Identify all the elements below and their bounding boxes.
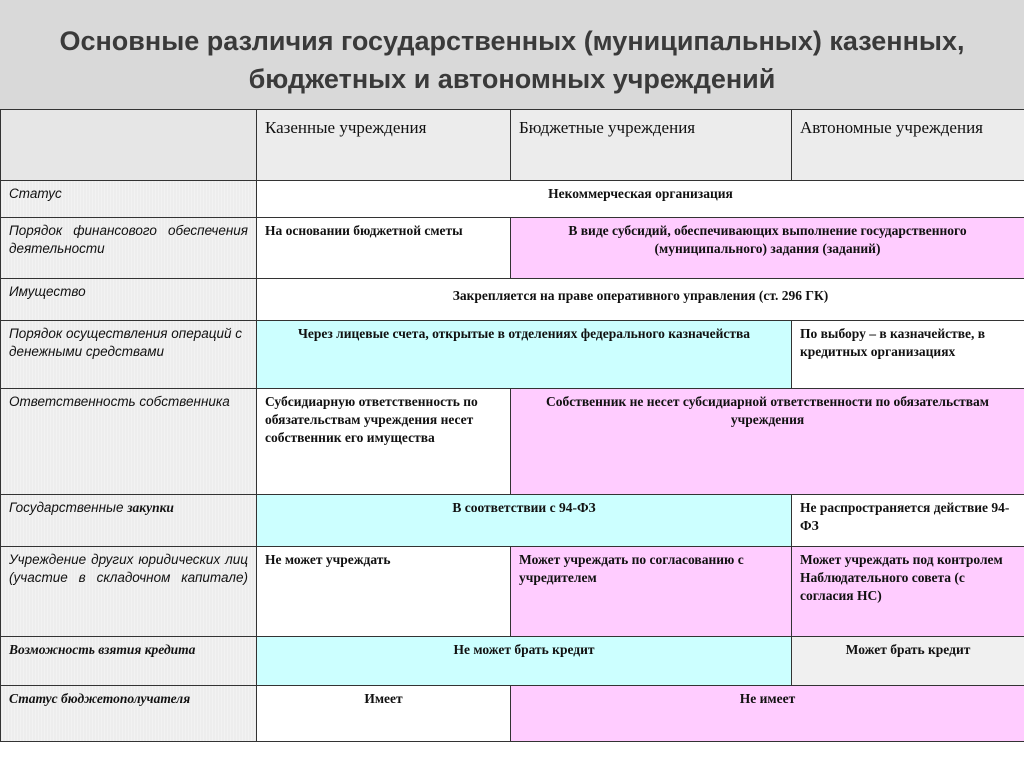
- header-kazen: Казенные учреждения: [257, 110, 511, 181]
- procurement-auto: Не распространяется действие 94-ФЗ: [792, 495, 1024, 547]
- header-corner-cell: [1, 110, 257, 181]
- table-row-property: [1, 279, 1024, 321]
- comparison-table: [0, 109, 1024, 742]
- table-row-founding: [1, 547, 1024, 637]
- cash-auto: По выбору – в казначействе, в кредитных организациях: [792, 321, 1024, 389]
- row-label-founding: Учреждение других юридических лиц (участие в складочном капитале): [1, 547, 257, 637]
- row-label-property: Имущество: [1, 279, 257, 321]
- row-label-procurement: [1, 495, 257, 547]
- procurement-label-part1: Государственные: [9, 500, 128, 515]
- cash-kazen-budget: Через лицевые счета, открытые в отделениях федерального казначейства: [257, 321, 792, 389]
- recipient-kazen: Имеет: [257, 686, 511, 742]
- recipient-budget-auto: Не имеет: [511, 686, 1024, 742]
- property-value: Закрепляется на праве оперативного управления (ст. 296 ГК): [257, 279, 1024, 321]
- table-row-status: [1, 181, 1024, 218]
- founding-budget: Может учреждать по согласованию с учредителем: [511, 547, 792, 637]
- row-label-liability: Ответственность собственника: [1, 389, 257, 495]
- row-label-cash: Порядок осуществления операций с денежными средствами: [1, 321, 257, 389]
- liability-kazen: Субсидиарную ответственность по обязательствам учреждения несет собственник его имущества: [257, 389, 511, 495]
- page-title: [0, 22, 1024, 98]
- finance-budget-auto: В виде субсидий, обеспечивающих выполнение государственного (муниципального) задания (заданий): [511, 218, 1024, 279]
- table-row-recipient: [1, 686, 1024, 742]
- table-row-liability: [1, 389, 1024, 495]
- row-label-status: Статус: [1, 181, 257, 218]
- founding-auto: Может учреждать под контролем Наблюдательного совета (с согласия НС): [792, 547, 1024, 637]
- title-line-1: Основные различия государственных (муниципальных) казенных,: [59, 26, 965, 56]
- header-budget: Бюджетные учреждения: [511, 110, 792, 181]
- header-auto: Автономные учреждения: [792, 110, 1024, 181]
- row-label-finance: Порядок финансового обеспечения деятельности: [1, 218, 257, 279]
- credit-kazen-budget: Не может брать кредит: [257, 637, 792, 686]
- finance-kazen: На основании бюджетной сметы: [257, 218, 511, 279]
- table-row-cash: [1, 321, 1024, 389]
- title-line-2: бюджетных и автономных учреждений: [248, 64, 776, 94]
- table-row-credit: [1, 637, 1024, 686]
- procurement-kazen-budget: В соответствии с 94-ФЗ: [257, 495, 792, 547]
- procurement-label-part2: закупки: [127, 500, 174, 515]
- table-row-procurement: [1, 495, 1024, 547]
- status-value: Некоммерческая организация: [257, 181, 1024, 218]
- header-row: [1, 110, 1024, 181]
- row-label-recipient: Статус бюджетополучателя: [1, 686, 257, 742]
- row-label-credit: Возможность взятия кредита: [1, 637, 257, 686]
- table-row-finance: [1, 218, 1024, 279]
- liability-budget-auto: Собственник не несет субсидиарной ответственности по обязательствам учреждения: [511, 389, 1024, 495]
- founding-kazen: Не может учреждать: [257, 547, 511, 637]
- credit-auto: Может брать кредит: [792, 637, 1024, 686]
